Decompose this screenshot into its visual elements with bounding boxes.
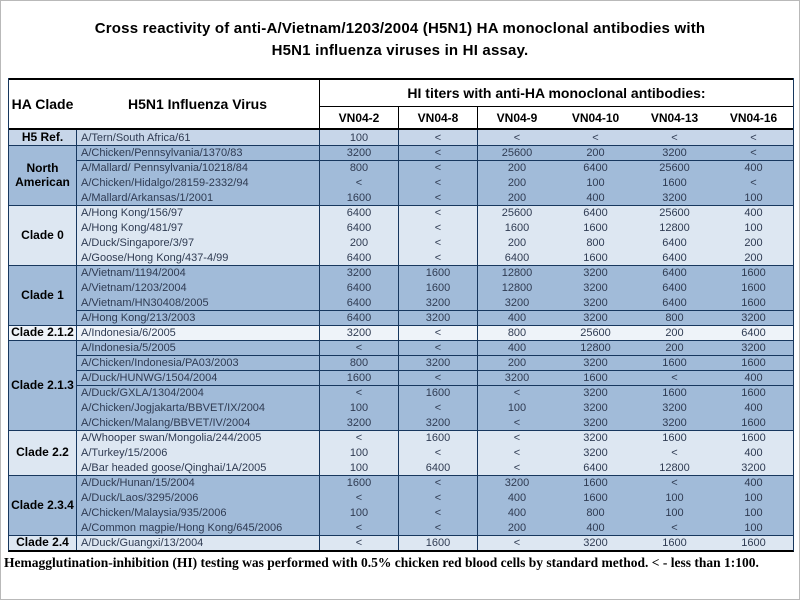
titer-value: 1600 — [556, 370, 635, 385]
titer-value: < — [477, 535, 556, 550]
clade-label: H5 Ref. — [9, 130, 76, 145]
titer-value: 800 — [556, 235, 635, 250]
titer-value: 200 — [477, 160, 556, 175]
titer-value: 6400 — [635, 265, 714, 280]
titer-value: 3200 — [714, 460, 793, 475]
titer-value: 12800 — [635, 220, 714, 235]
titer-value: 3200 — [319, 415, 398, 430]
table-header — [9, 78, 793, 130]
titer-value: < — [319, 490, 398, 505]
titer-value: 1600 — [635, 355, 714, 370]
titer-value: 1600 — [319, 370, 398, 385]
titer-value: 800 — [477, 325, 556, 340]
titer-value: 1600 — [714, 535, 793, 550]
titer-value: 200 — [477, 190, 556, 205]
titer-value: < — [319, 520, 398, 535]
titer-value: 6400 — [635, 280, 714, 295]
titer-value: 3200 — [556, 280, 635, 295]
virus-name: A/Hong Kong/156/97 — [76, 205, 319, 220]
titer-value: 100 — [319, 505, 398, 520]
virus-name: A/Duck/HUNWG/1504/2004 — [76, 370, 319, 385]
titer-value: 6400 — [319, 205, 398, 220]
virus-name: A/Chicken/Hidalgo/28159-2332/94 — [76, 175, 319, 190]
titer-value: 200 — [635, 325, 714, 340]
column-header-vn04-16: VN04-16 — [729, 110, 778, 125]
titer-value: 1600 — [556, 250, 635, 265]
virus-name: A/Mallard/Arkansas/1/2001 — [76, 190, 319, 205]
titer-value: 400 — [714, 400, 793, 415]
titer-value: 3200 — [714, 340, 793, 355]
titer-value: 1600 — [635, 175, 714, 190]
titer-value: 25600 — [477, 205, 556, 220]
titer-value: 3200 — [556, 430, 635, 445]
titer-value: 6400 — [477, 250, 556, 265]
titer-value: < — [398, 175, 477, 190]
titer-value: 400 — [714, 445, 793, 460]
titer-value: < — [398, 250, 477, 265]
titer-value: 3200 — [556, 535, 635, 550]
titer-value: 800 — [556, 505, 635, 520]
titer-value: 400 — [477, 505, 556, 520]
titer-value: 1600 — [635, 535, 714, 550]
titer-value: 200 — [477, 235, 556, 250]
titer-value: 6400 — [398, 460, 477, 475]
titer-value: 100 — [714, 490, 793, 505]
titer-value: 25600 — [635, 160, 714, 175]
titer-value: 3200 — [398, 295, 477, 310]
titer-value: 1600 — [556, 220, 635, 235]
titer-value: 1600 — [398, 430, 477, 445]
virus-name: A/Chicken/Pennsylvania/1370/83 — [76, 145, 319, 160]
titer-value: < — [635, 520, 714, 535]
titer-value: 400 — [714, 370, 793, 385]
slide-title — [0, 18, 800, 62]
titer-value: 400 — [714, 475, 793, 490]
titer-value: < — [477, 430, 556, 445]
virus-name: A/Duck/Laos/3295/2006 — [76, 490, 319, 505]
titer-value: < — [398, 325, 477, 340]
titer-value: 25600 — [635, 205, 714, 220]
titer-value: 25600 — [477, 145, 556, 160]
titer-value: < — [635, 130, 714, 145]
titer-value: 100 — [635, 505, 714, 520]
titer-value: 200 — [714, 235, 793, 250]
titer-value: 6400 — [714, 325, 793, 340]
footnote: Hemagglutination-inhibition (HI) testing was performed with 0.5% chicken red blood cells by standard method. < - less than 1:100. — [4, 555, 759, 570]
column-header-vn04-8: VN04-8 — [398, 107, 477, 128]
titer-value: < — [556, 130, 635, 145]
titer-value: 1600 — [556, 475, 635, 490]
column-header-vn04-13: VN04-13 — [650, 110, 699, 125]
titer-value: 400 — [477, 490, 556, 505]
titer-value: 200 — [477, 355, 556, 370]
titer-value: 1600 — [398, 385, 477, 400]
titer-value: < — [635, 370, 714, 385]
virus-name: A/Chicken/Malaysia/935/2006 — [76, 505, 319, 520]
titer-value: 200 — [714, 250, 793, 265]
virus-name: A/Chicken/Malang/BBVET/IV/2004 — [76, 415, 319, 430]
titer-value: 3200 — [319, 325, 398, 340]
titer-value: 100 — [714, 220, 793, 235]
titer-value: 6400 — [319, 220, 398, 235]
titer-value: 6400 — [319, 250, 398, 265]
clade-label: Clade 2.2 — [9, 430, 76, 475]
titer-value: < — [398, 205, 477, 220]
titer-value: 3200 — [398, 415, 477, 430]
titer-value: 6400 — [635, 250, 714, 265]
titer-value: 1600 — [319, 190, 398, 205]
titer-value: < — [714, 130, 793, 145]
virus-name: A/Tern/South Africa/61 — [76, 130, 319, 145]
clade-label: Clade 0 — [9, 205, 76, 265]
column-header-vn04-10: VN04-10 — [571, 110, 620, 125]
titer-value: < — [398, 475, 477, 490]
virus-name: A/Whooper swan/Mongolia/244/2005 — [76, 430, 319, 445]
titer-value: < — [635, 475, 714, 490]
titer-value: 100 — [635, 490, 714, 505]
clade-label: Clade 2.1.3 — [9, 340, 76, 430]
titer-value: < — [398, 190, 477, 205]
titer-value: < — [398, 340, 477, 355]
titer-value: 100 — [319, 400, 398, 415]
titer-value: 1600 — [398, 265, 477, 280]
titer-value: < — [398, 160, 477, 175]
virus-name: A/Duck/Guangxi/13/2004 — [76, 535, 319, 550]
titer-value: 6400 — [319, 310, 398, 325]
titer-value: 400 — [477, 310, 556, 325]
table-body — [9, 130, 793, 550]
titer-value: 6400 — [556, 205, 635, 220]
titer-value: 1600 — [398, 280, 477, 295]
titer-value: 200 — [477, 520, 556, 535]
titer-value: 3200 — [319, 265, 398, 280]
titer-value: 400 — [714, 205, 793, 220]
titer-value: 1600 — [635, 430, 714, 445]
titer-value: 1600 — [714, 280, 793, 295]
titer-value: 1600 — [635, 385, 714, 400]
titer-value: 800 — [319, 355, 398, 370]
titer-value: < — [635, 445, 714, 460]
clade-label: Clade 2.3.4 — [9, 475, 76, 535]
titer-value: < — [714, 175, 793, 190]
column-header-ha-clade: HA Clade — [11, 95, 74, 112]
clade-label: Clade 1 — [9, 265, 76, 325]
titer-value: 3200 — [556, 295, 635, 310]
virus-name: A/Vietnam/1194/2004 — [76, 265, 319, 280]
titer-value: 200 — [635, 340, 714, 355]
titer-value: < — [398, 400, 477, 415]
titer-value: < — [477, 445, 556, 460]
titer-value: 3200 — [398, 355, 477, 370]
titer-value: < — [319, 340, 398, 355]
titer-value: 3200 — [635, 145, 714, 160]
titer-value: < — [398, 220, 477, 235]
titer-value: 25600 — [556, 325, 635, 340]
titer-value: 6400 — [635, 235, 714, 250]
titer-value: 3200 — [398, 310, 477, 325]
virus-name: A/Chicken/Indonesia/PA03/2003 — [76, 355, 319, 370]
slide-title-line1: Cross reactivity of anti-A/Vietnam/1203/2004 (H5N1) HA monoclonal antibodies with — [94, 20, 706, 37]
column-header-virus: H5N1 Influenza Virus — [127, 96, 267, 112]
titer-value: 1600 — [714, 430, 793, 445]
titer-value: 6400 — [556, 160, 635, 175]
titer-value: 100 — [714, 505, 793, 520]
virus-name: A/Indonesia/6/2005 — [76, 325, 319, 340]
titer-value: 3200 — [556, 400, 635, 415]
titer-value: < — [477, 385, 556, 400]
titer-value: 3200 — [477, 295, 556, 310]
virus-name: A/Common magpie/Hong Kong/645/2006 — [76, 520, 319, 535]
clade-label: Clade 2.4 — [9, 535, 76, 550]
titer-value: 3200 — [477, 370, 556, 385]
titer-value: < — [398, 490, 477, 505]
titer-value: 1600 — [714, 265, 793, 280]
column-header-vn04-2: VN04-2 — [319, 107, 398, 128]
column-header-vn04-9: VN04-9 — [477, 107, 556, 128]
virus-name: A/Bar headed goose/Qinghai/1A/2005 — [76, 460, 319, 475]
titer-value: < — [477, 415, 556, 430]
titer-value: < — [319, 535, 398, 550]
titer-value: < — [398, 145, 477, 160]
titer-value: 3200 — [556, 385, 635, 400]
titer-value: 100 — [319, 445, 398, 460]
titer-value: 100 — [319, 130, 398, 145]
titer-value: < — [398, 130, 477, 145]
titer-value: 6400 — [319, 295, 398, 310]
titer-value: 1600 — [714, 385, 793, 400]
titer-value: 3200 — [714, 310, 793, 325]
titer-value: < — [398, 370, 477, 385]
titer-value: < — [398, 445, 477, 460]
virus-name: A/Indonesia/5/2005 — [76, 340, 319, 355]
virus-name: A/Chicken/Jogjakarta/BBVET/IX/2004 — [76, 400, 319, 415]
virus-name: A/Hong Kong/481/97 — [76, 220, 319, 235]
titer-value: 100 — [319, 460, 398, 475]
titer-value: 1600 — [398, 535, 477, 550]
virus-name: A/Vietnam/1203/2004 — [76, 280, 319, 295]
titer-value: < — [319, 430, 398, 445]
virus-name: A/Hong Kong/213/2003 — [76, 310, 319, 325]
titer-value: 200 — [477, 175, 556, 190]
column-header-hi-titers: HI titers with anti-HA monoclonal antibodies: — [319, 80, 793, 107]
slide-title-line2: H5N1 influenza viruses in HI assay. — [271, 41, 529, 59]
titer-value: 100 — [477, 400, 556, 415]
titer-value: 12800 — [556, 340, 635, 355]
titer-value: 100 — [714, 520, 793, 535]
titer-value: 3200 — [635, 415, 714, 430]
titer-value: 200 — [319, 235, 398, 250]
titer-value: < — [714, 145, 793, 160]
titer-value: < — [319, 385, 398, 400]
titer-value: 3200 — [556, 415, 635, 430]
virus-name: A/Duck/Hunan/15/2004 — [76, 475, 319, 490]
titer-value: 1600 — [319, 475, 398, 490]
titer-value: 3200 — [319, 145, 398, 160]
titer-value: < — [477, 460, 556, 475]
titer-value: < — [319, 175, 398, 190]
titer-value: 100 — [714, 190, 793, 205]
titer-value: 3200 — [556, 355, 635, 370]
titer-value: 400 — [556, 190, 635, 205]
virus-name: A/Mallard/ Pennsylvania/10218/84 — [76, 160, 319, 175]
titer-value: 6400 — [635, 295, 714, 310]
titer-value: < — [398, 520, 477, 535]
titer-value: 1600 — [714, 415, 793, 430]
clade-label: Clade 2.1.2 — [9, 325, 76, 340]
titer-value: 200 — [556, 145, 635, 160]
hi-titer-table — [8, 78, 794, 552]
virus-name: A/Duck/Singapore/3/97 — [76, 235, 319, 250]
titer-value: 400 — [477, 340, 556, 355]
titer-value: 6400 — [556, 460, 635, 475]
titer-value: 3200 — [477, 475, 556, 490]
titer-value: 400 — [714, 160, 793, 175]
titer-value: 3200 — [635, 400, 714, 415]
titer-value: 3200 — [556, 265, 635, 280]
virus-name: A/Vietnam/HN30408/2005 — [76, 295, 319, 310]
titer-value: 400 — [556, 520, 635, 535]
titer-value: 3200 — [635, 190, 714, 205]
titer-value: 12800 — [477, 265, 556, 280]
titer-value: 12800 — [635, 460, 714, 475]
clade-label: North American — [9, 145, 76, 205]
titer-value: < — [477, 130, 556, 145]
titer-value: < — [398, 235, 477, 250]
titer-value: 6400 — [319, 280, 398, 295]
titer-value: 3200 — [556, 445, 635, 460]
virus-name: A/Goose/Hong Kong/437-4/99 — [76, 250, 319, 265]
titer-value: 100 — [556, 175, 635, 190]
titer-value: 1600 — [556, 490, 635, 505]
virus-name: A/Duck/GXLA/1304/2004 — [76, 385, 319, 400]
titer-value: 800 — [635, 310, 714, 325]
titer-value: 800 — [319, 160, 398, 175]
virus-name: A/Turkey/15/2006 — [76, 445, 319, 460]
titer-value: 1600 — [477, 220, 556, 235]
titer-value: 1600 — [714, 295, 793, 310]
titer-value: 1600 — [714, 355, 793, 370]
titer-value: < — [398, 505, 477, 520]
titer-value: 12800 — [477, 280, 556, 295]
titer-value: 3200 — [556, 310, 635, 325]
